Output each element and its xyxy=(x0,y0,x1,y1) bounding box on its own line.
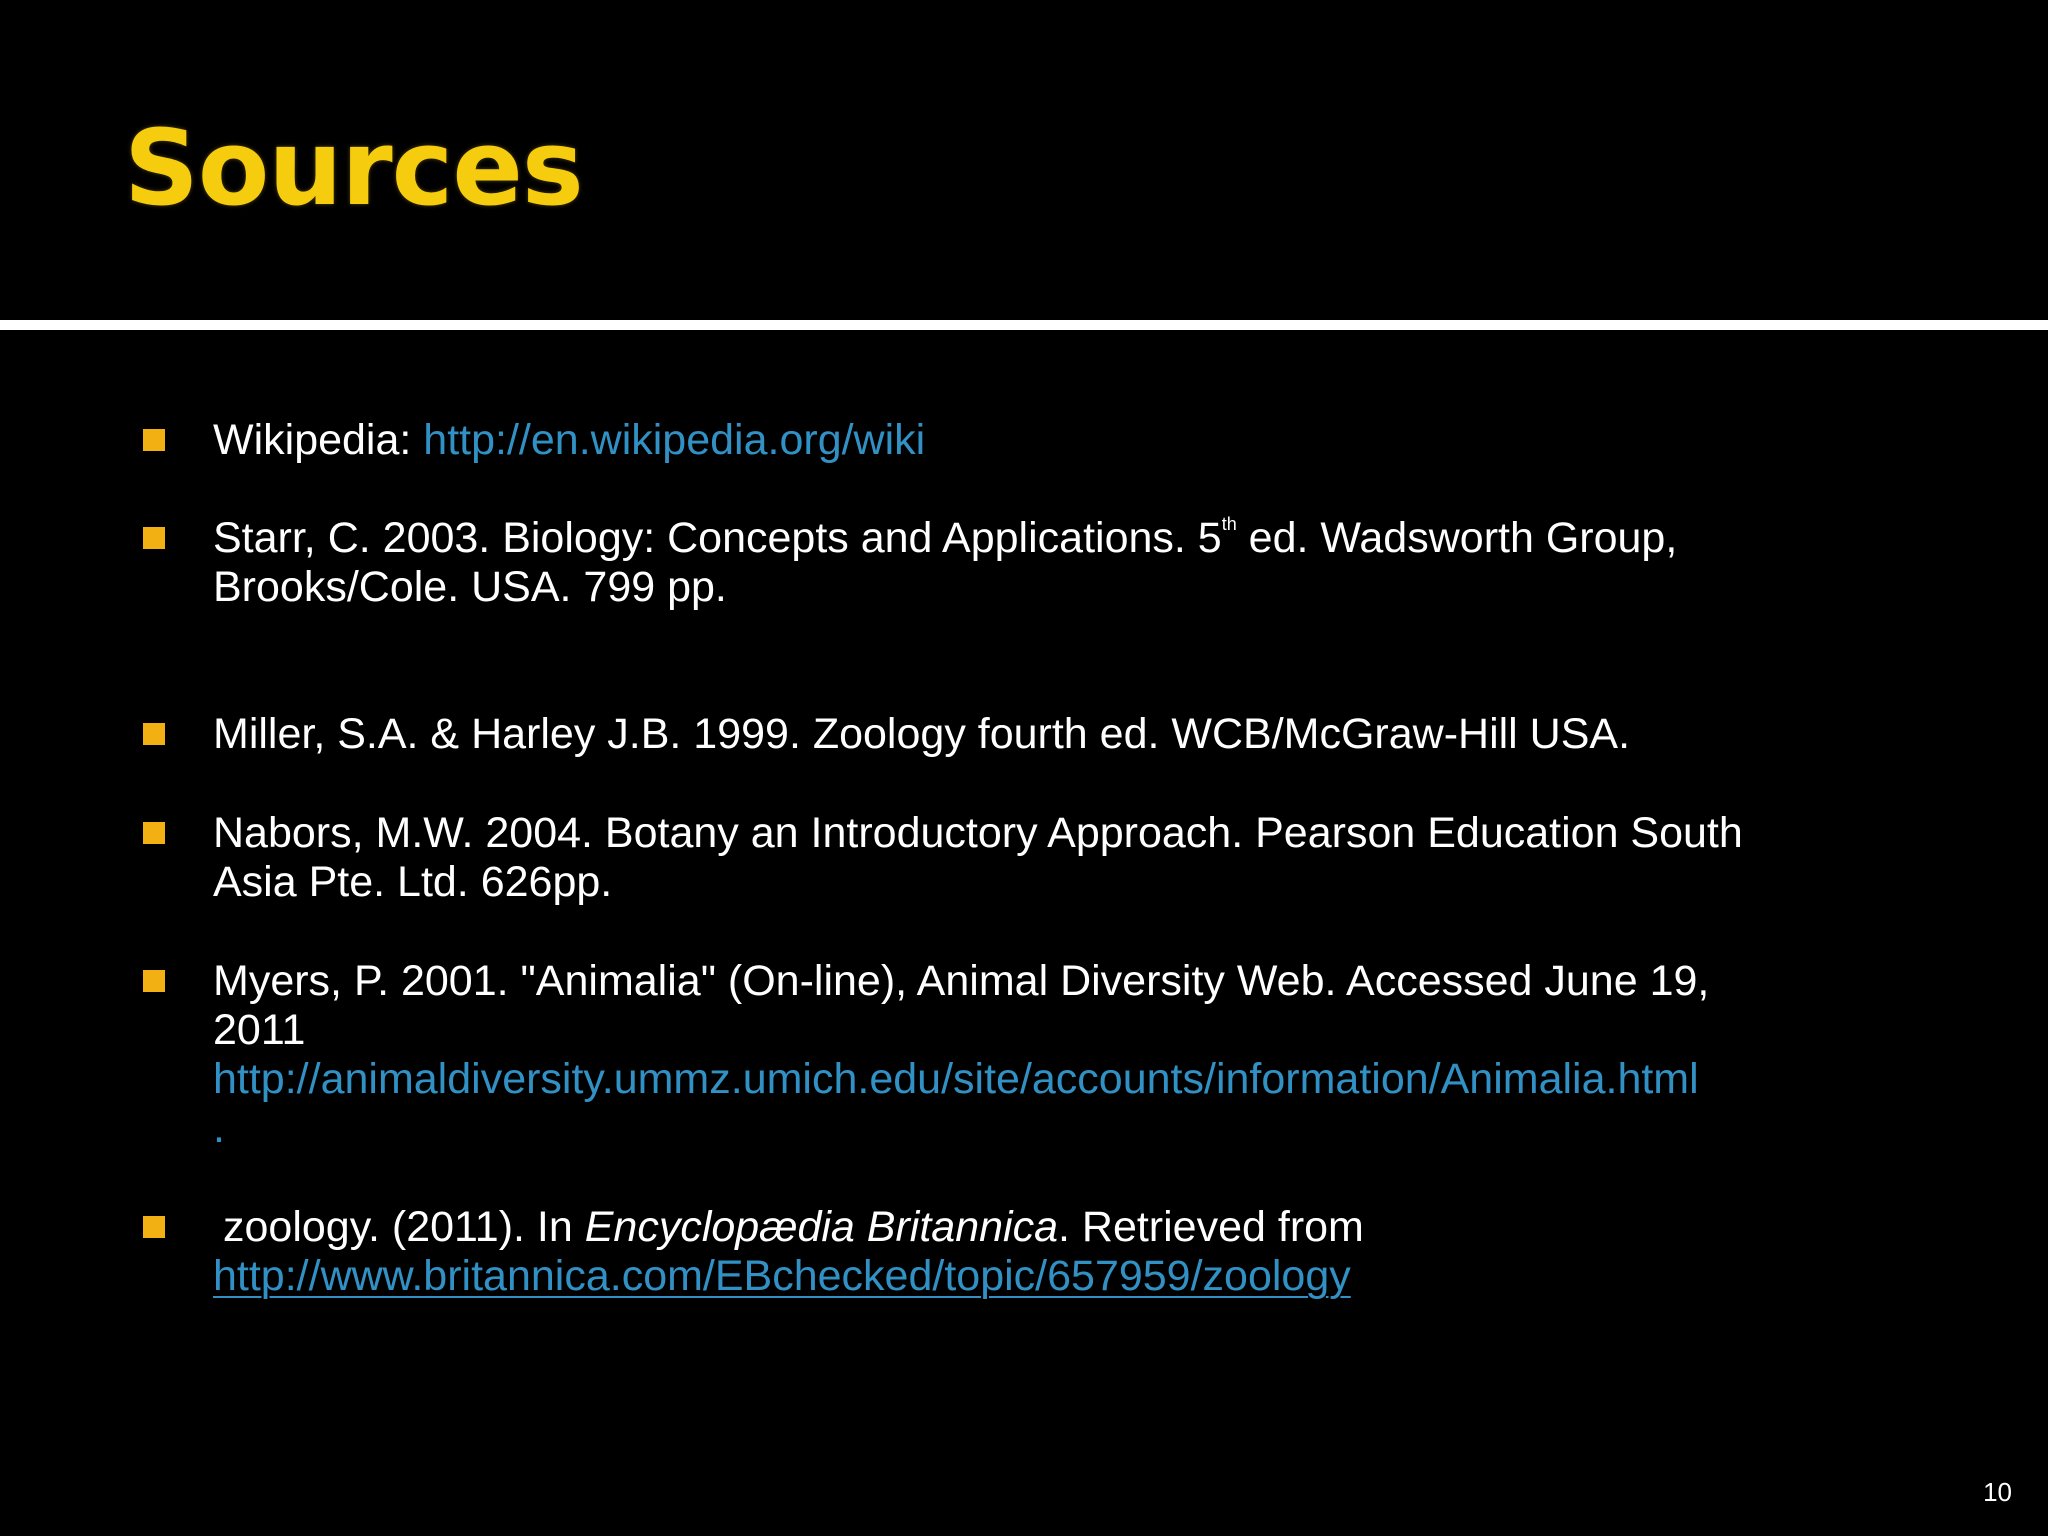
bullet-icon xyxy=(143,970,165,992)
citation-text: Miller, S.A. & Harley J.B. 1999. Zoology fourth ed. WCB/McGraw-Hill USA. xyxy=(213,710,1631,758)
bullet-icon xyxy=(143,527,165,549)
bullet-icon xyxy=(143,723,165,745)
source-item-starr xyxy=(213,514,2013,612)
source-item-nabors xyxy=(213,809,2013,907)
citation-text: . Retrieved from xyxy=(1058,1203,1364,1251)
slide-title: Sources xyxy=(124,107,583,229)
bullet-icon xyxy=(143,429,165,451)
citation-text: ed. Wadsworth Group, xyxy=(1236,514,1678,562)
bullet-icon xyxy=(143,1216,165,1238)
slide-number: 10 xyxy=(1983,1477,2012,1507)
source-link[interactable]: http://www.britannica.com/EBchecked/topic/657959/zoology xyxy=(213,1252,1351,1300)
citation-text: Nabors, M.W. 2004. Botany an Introductory Approach. Pearson Education South xyxy=(213,809,1743,857)
source-item-myers xyxy=(213,957,2013,1153)
source-item-britannica xyxy=(213,1203,2013,1301)
bullet-icon xyxy=(143,822,165,844)
citation-text: Starr, C. 2003. Biology: Concepts and Applications. 5 xyxy=(213,514,1222,562)
source-link[interactable]: http://animaldiversity.ummz.umich.edu/site/accounts/information/Animalia.html xyxy=(213,1055,1699,1103)
source-link[interactable]: http://en.wikipedia.org/wiki xyxy=(423,416,926,464)
source-item-miller xyxy=(213,710,2013,759)
source-label: Wikipedia: xyxy=(213,416,424,464)
superscript: th xyxy=(1221,514,1237,534)
citation-text: 2011 xyxy=(213,1006,306,1054)
citation-title: Encyclopædia Britannica xyxy=(584,1203,1058,1251)
citation-text: Asia Pte. Ltd. 626pp. xyxy=(213,858,613,906)
title-divider xyxy=(0,320,2048,330)
citation-text: Myers, P. 2001. "Animalia" (On-line), Animal Diversity Web. Accessed June 19, xyxy=(213,957,1710,1005)
source-link-trailing[interactable]: . xyxy=(213,1104,225,1152)
citation-text: zoology. (2011). In xyxy=(223,1203,585,1251)
citation-text: Brooks/Cole. USA. 799 pp. xyxy=(213,563,727,611)
source-item-wikipedia xyxy=(213,416,2013,465)
